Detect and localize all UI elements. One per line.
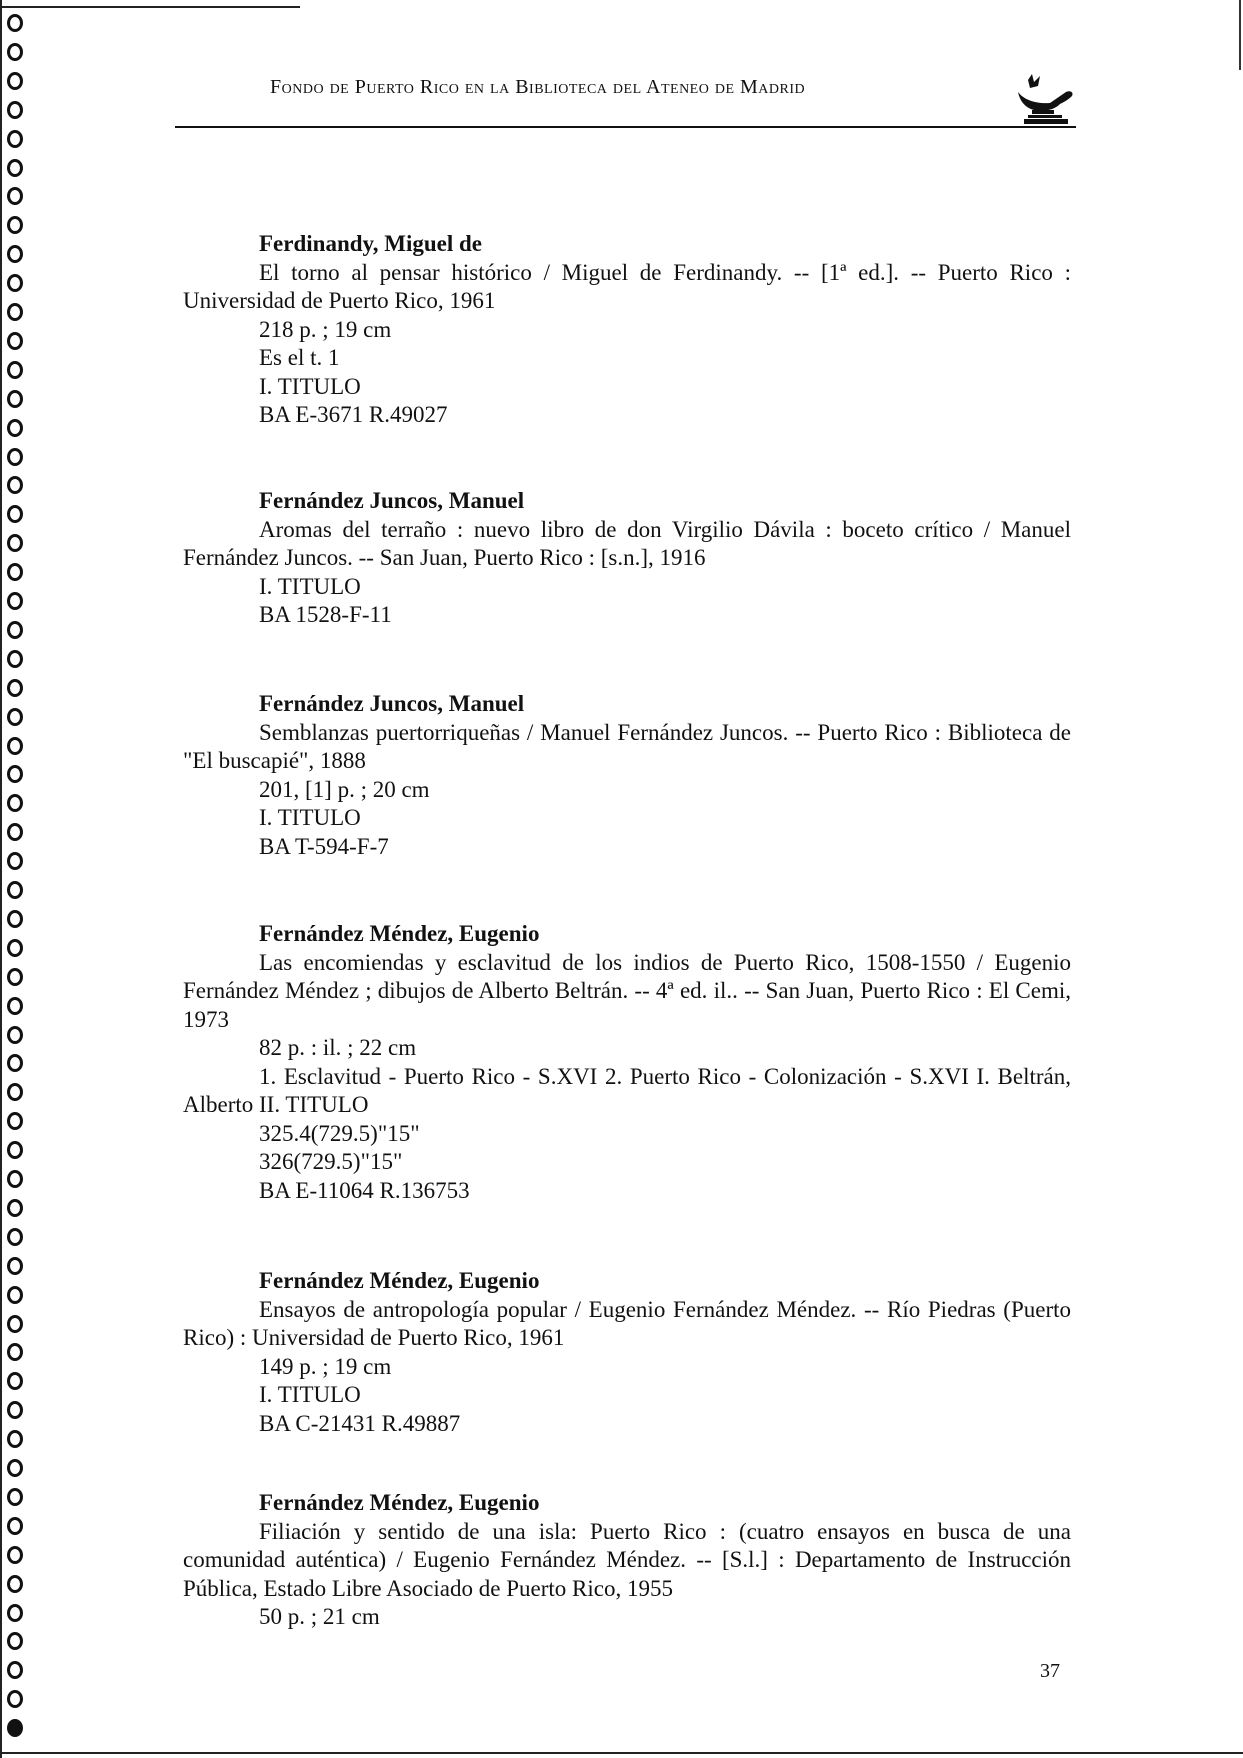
ateneo-lamp-logo-icon: [1010, 70, 1076, 126]
entry-line: 326(729.5)"15": [259, 1149, 403, 1174]
binder-ring-icon: [7, 1141, 23, 1159]
entry-author: Fernández Méndez, Eugenio: [259, 921, 540, 946]
entry-author: Ferdinandy, Miguel de: [259, 231, 482, 256]
entry-line: BA C-21431 R.49887: [259, 1410, 461, 1436]
entry-description: Semblanzas puertorriqueñas / Manuel Fernández Juncos. -- Puerto Rico : Biblioteca de "El buscapié", 1888: [183, 719, 1071, 773]
catalog-entry: [183, 1489, 1071, 1632]
entry-subjects: 1. Esclavitud - Puerto Rico - S.XVI 2. Puerto Rico - Colonización - S.XVI I. Beltrán, Alberto II. TITULO: [183, 1063, 1071, 1117]
entry-description: Filiación y sentido de una isla: Puerto Rico : (cuatro ensayos en busca de una comunidad auténtica) / Eugenio Fernández Méndez. -- [S.l.] : Departamento de Instrucción Pública, Estado Libre Asociado de Puerto Rico, 1955: [183, 1518, 1071, 1601]
entry-line: 149 p. ; 19 cm: [259, 1353, 392, 1379]
running-header: [175, 74, 1075, 104]
catalog-entry: [183, 1267, 1071, 1438]
binder-ring-icon: [7, 1257, 23, 1275]
entry-line: 325.4(729.5)"15": [259, 1120, 420, 1146]
entry-line: I. TITULO: [259, 373, 361, 399]
binder-ring-icon: [7, 1054, 23, 1072]
binder-ring-icon: [7, 1286, 23, 1304]
binder-ring-icon: [7, 881, 23, 899]
entry-line: 82 p. : il. ; 22 cm: [259, 1035, 417, 1060]
header-divider: [175, 126, 1076, 128]
binder-ring-icon: [7, 910, 23, 928]
binder-ring-icon: [7, 997, 23, 1015]
binder-ring-icon: [7, 303, 23, 321]
binder-ring-icon: [7, 939, 23, 957]
binder-ring-icon: [7, 332, 23, 350]
page-left-border: [0, 0, 2, 1758]
entry-line: 201, [1] p. ; 20 cm: [259, 776, 430, 802]
binder-ring-icon: [7, 476, 23, 494]
binder-ring-icon: [7, 1661, 23, 1679]
entry-description: El torno al pensar histórico / Miguel de Ferdinandy. -- [1ª ed.]. -- Puerto Rico : Universidad de Puerto Rico, 1961: [183, 259, 1071, 313]
binder-ring-icon: [7, 245, 23, 263]
binder-ring-icon: [7, 390, 23, 408]
binder-ring-icon: [7, 43, 23, 61]
binder-ring-icon: [7, 1199, 23, 1217]
binder-ring-icon: [7, 1488, 23, 1506]
binder-ring-icon: [7, 216, 23, 234]
binder-ring-icon: [7, 419, 23, 437]
entry-description: Las encomiendas y esclavitud de los indios de Puerto Rico, 1508-1550 / Eugenio Fernández Méndez ; dibujos de Alberto Beltrán. -- 4ª ed. il.. -- San Juan, Puerto Rico : El Cemi, 1973: [183, 949, 1071, 1032]
catalog-entry: [183, 920, 1071, 1205]
binder-ring-icon: [7, 14, 23, 32]
scan-bottom-edge: [0, 1752, 1243, 1754]
scan-right-edge: [1239, 0, 1241, 70]
binder-ring-icon: [7, 823, 23, 841]
binder-ring-icon: [7, 534, 23, 552]
header-title: Fondo de Puerto Rico en la Biblioteca del Ateneo de Madrid: [270, 76, 806, 98]
entry-line: Es el t. 1: [259, 345, 340, 370]
binder-ring-icon: [7, 1083, 23, 1101]
entry-description: Aromas del terraño : nuevo libro de don Virgilio Dávila : boceto crítico / Manuel Fernández Juncos. -- San Juan, Puerto Rico : [s.n.], 1916: [183, 516, 1071, 570]
page-number: 37: [1040, 1660, 1060, 1682]
binder-ring-icon: [7, 852, 23, 870]
binder-ring-icon: [7, 1517, 23, 1535]
entry-line: 50 p. ; 21 cm: [259, 1604, 380, 1629]
binder-ring-icon: [7, 1026, 23, 1044]
binder-ring-icon: [7, 592, 23, 610]
binder-ring-icon: [7, 1575, 23, 1593]
entry-line: BA 1528-F-11: [259, 602, 392, 627]
binder-ring-icon: [7, 448, 23, 466]
binder-ring-icon: [7, 1459, 23, 1477]
binder-ring-icon: [7, 1228, 23, 1246]
binder-ring-icon: [7, 1343, 23, 1361]
entry-line: I. TITULO: [259, 573, 361, 599]
binder-ring-icon: [7, 679, 23, 697]
binder-ring-icon: [7, 101, 23, 119]
entry-line: I. TITULO: [259, 805, 361, 830]
entry-line: BA E-3671 R.49027: [259, 402, 448, 427]
binder-ring-icon: [7, 563, 23, 581]
binder-ring-icon: [7, 1170, 23, 1188]
catalog-entry: [183, 230, 1071, 430]
binder-ring-icon: [7, 1719, 23, 1737]
binder-ring-icon: [7, 130, 23, 148]
binder-ring-icon: [7, 361, 23, 379]
binder-ring-icon: [7, 794, 23, 812]
binder-ring-icon: [7, 737, 23, 755]
binder-ring-icon: [7, 159, 23, 177]
binder-ring-icon: [7, 765, 23, 783]
binder-ring-icon: [7, 650, 23, 668]
binder-ring-icon: [7, 1112, 23, 1130]
binder-ring-icon: [7, 274, 23, 292]
binder-ring-icon: [7, 621, 23, 639]
binder-ring-icon: [7, 1315, 23, 1333]
binder-ring-icon: [7, 1430, 23, 1448]
binder-ring-icon: [7, 1604, 23, 1622]
catalog-entry: [183, 690, 1071, 861]
entry-author: Fernández Juncos, Manuel: [259, 691, 525, 716]
binder-ring-icon: [7, 968, 23, 986]
binder-ring-icon: [7, 1401, 23, 1419]
entry-author: Fernández Méndez, Eugenio: [259, 1268, 540, 1293]
binder-ring-icon: [7, 1546, 23, 1564]
scan-top-edge: [0, 6, 300, 8]
entry-line: BA T-594-F-7: [259, 833, 389, 859]
binder-ring-icon: [7, 708, 23, 726]
entry-description: Ensayos de antropología popular / Eugenio Fernández Méndez. -- Río Piedras (Puerto Rico) : Universidad de Puerto Rico, 1961: [183, 1296, 1071, 1350]
entry-line: 218 p. ; 19 cm: [259, 316, 392, 342]
entry-author: Fernández Juncos, Manuel: [259, 488, 525, 513]
entry-line: BA E-11064 R.136753: [259, 1177, 470, 1203]
binder-ring-icon: [7, 1372, 23, 1390]
binder-ring-icon: [7, 72, 23, 90]
catalog-entry: [183, 487, 1071, 630]
binder-ring-column: [4, 0, 34, 1758]
entry-author: Fernández Méndez, Eugenio: [259, 1490, 540, 1515]
binder-ring-icon: [7, 505, 23, 523]
binder-ring-icon: [7, 1632, 23, 1650]
binder-ring-icon: [7, 1690, 23, 1708]
binder-ring-icon: [7, 187, 23, 205]
entry-line: I. TITULO: [259, 1382, 361, 1407]
